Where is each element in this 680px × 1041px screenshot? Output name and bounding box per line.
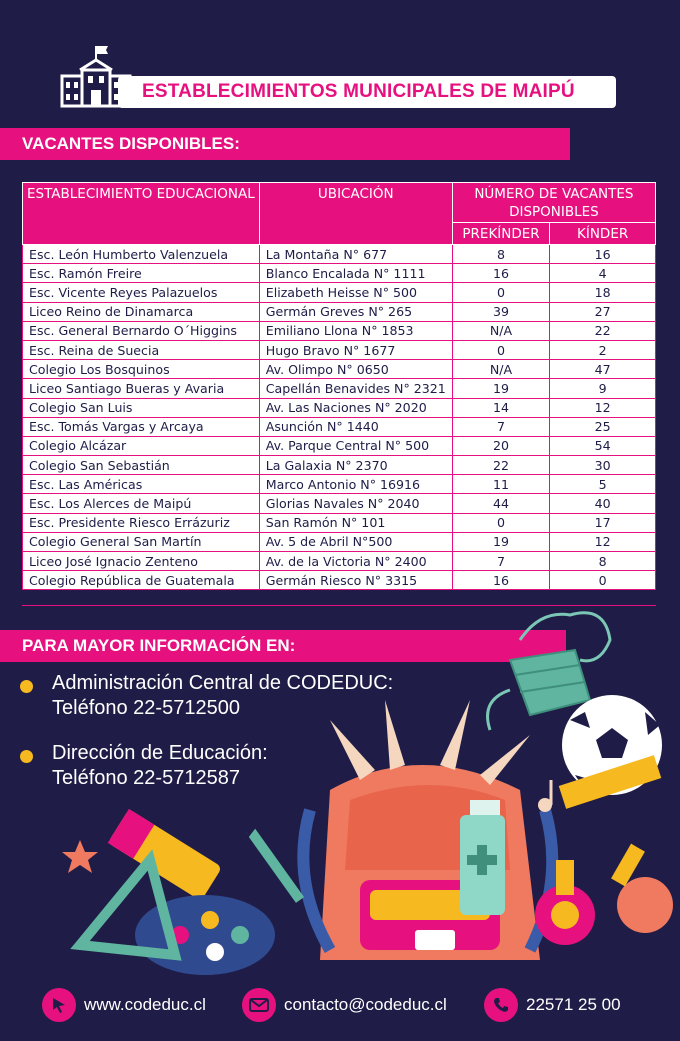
table-row — [23, 340, 656, 359]
website-link[interactable]: www.codeduc.cl — [84, 995, 206, 1014]
cell-prekinder: 44 — [452, 494, 549, 513]
cell-prekinder: 16 — [452, 264, 549, 283]
col-header-ubicacion: UBICACIÓN — [259, 183, 452, 245]
cell-ubicacion: Germán Riesco N° 3315 — [259, 571, 452, 590]
cell-establecimiento: Colegio República de Guatemala — [23, 571, 260, 590]
cursor-icon — [42, 988, 76, 1022]
cell-establecimiento: Colegio Los Bosquinos — [23, 360, 260, 379]
header-banner — [118, 76, 616, 108]
footer-phone[interactable] — [484, 988, 621, 1022]
music-note-icon — [538, 780, 552, 812]
table-row — [23, 456, 656, 475]
table-row — [23, 245, 656, 264]
cell-kinder: 27 — [550, 302, 656, 321]
email-link[interactable]: contacto@codeduc.cl — [284, 995, 447, 1014]
cell-establecimiento: Colegio Alcázar — [23, 436, 260, 455]
footer-website[interactable] — [42, 988, 206, 1022]
cell-ubicacion: La Montaña N° 677 — [259, 245, 452, 264]
cell-prekinder: 7 — [452, 552, 549, 571]
cell-establecimiento: Esc. Tomás Vargas y Arcaya — [23, 417, 260, 436]
cell-ubicacion: Glorias Navales N° 2040 — [259, 494, 452, 513]
cell-prekinder: 14 — [452, 398, 549, 417]
cell-ubicacion: Germán Greves N° 265 — [259, 302, 452, 321]
vacantes-section-title: VACANTES DISPONIBLES: — [0, 128, 570, 160]
cell-prekinder: 19 — [452, 379, 549, 398]
cell-prekinder: 0 — [452, 283, 549, 302]
cell-prekinder: 22 — [452, 456, 549, 475]
cell-kinder: 18 — [550, 283, 656, 302]
info-section-title: PARA MAYOR INFORMACIÓN EN: — [0, 630, 566, 662]
info-item-name: Administración Central de CODEDUC: — [52, 672, 394, 694]
col-header-prekinder: PREKÍNDER — [452, 223, 549, 245]
cell-establecimiento: Esc. Presidente Riesco Errázuriz — [23, 513, 260, 532]
cell-kinder: 47 — [550, 360, 656, 379]
cell-prekinder: 39 — [452, 302, 549, 321]
star-icon — [62, 840, 98, 873]
cell-ubicacion: Av. Las Naciones N° 2020 — [259, 398, 452, 417]
table-row — [23, 321, 656, 340]
cell-kinder: 9 — [550, 379, 656, 398]
cell-establecimiento: Colegio San Luis — [23, 398, 260, 417]
cell-establecimiento: Liceo José Ignacio Zenteno — [23, 552, 260, 571]
col-header-establecimiento: ESTABLECIMIENTO EDUCACIONAL — [23, 183, 260, 245]
cell-prekinder: 19 — [452, 532, 549, 551]
table-row — [23, 398, 656, 417]
cell-ubicacion: Hugo Bravo N° 1677 — [259, 340, 452, 359]
table-row — [23, 417, 656, 436]
cell-kinder: 8 — [550, 552, 656, 571]
cell-ubicacion: Av. de la Victoria N° 2400 — [259, 552, 452, 571]
cell-kinder: 30 — [550, 456, 656, 475]
cell-prekinder: 7 — [452, 417, 549, 436]
cell-kinder: 22 — [550, 321, 656, 340]
cell-kinder: 12 — [550, 532, 656, 551]
cell-prekinder: 16 — [452, 571, 549, 590]
page-title: ESTABLECIMIENTOS MUNICIPALES DE MAIPÚ — [142, 81, 575, 102]
cell-kinder: 2 — [550, 340, 656, 359]
table-row — [23, 552, 656, 571]
cell-establecimiento: Esc. Reina de Suecia — [23, 340, 260, 359]
cell-kinder: 54 — [550, 436, 656, 455]
cell-prekinder: 8 — [452, 245, 549, 264]
table-row — [23, 302, 656, 321]
cell-kinder: 40 — [550, 494, 656, 513]
cell-prekinder: 11 — [452, 475, 549, 494]
cell-ubicacion: San Ramón N° 101 — [259, 513, 452, 532]
table-row — [23, 283, 656, 302]
cell-establecimiento: Esc. Las Américas — [23, 475, 260, 494]
table-row — [23, 532, 656, 551]
table-row — [23, 475, 656, 494]
table-row — [23, 379, 656, 398]
phone-number[interactable]: 22571 25 00 — [526, 995, 621, 1014]
cell-establecimiento: Esc. General Bernardo O´Higgins — [23, 321, 260, 340]
phone-icon — [484, 988, 518, 1022]
cell-ubicacion: Blanco Encalada N° 1111 — [259, 264, 452, 283]
cell-prekinder: N/A — [452, 360, 549, 379]
cell-ubicacion: Av. 5 de Abril N°500 — [259, 532, 452, 551]
info-item-name: Dirección de Educación: — [52, 742, 268, 764]
mail-icon — [242, 988, 276, 1022]
col-header-vacantes: NÚMERO DE VACANTES DISPONIBLES — [452, 183, 655, 223]
backpack-icon — [303, 700, 552, 960]
table-row — [23, 436, 656, 455]
cell-establecimiento: Esc. Ramón Freire — [23, 264, 260, 283]
cell-ubicacion: Asunción N° 1440 — [259, 417, 452, 436]
vacancies-table — [22, 182, 656, 590]
footer-email[interactable] — [242, 988, 447, 1022]
cell-kinder: 0 — [550, 571, 656, 590]
cell-prekinder: N/A — [452, 321, 549, 340]
cell-kinder: 4 — [550, 264, 656, 283]
cell-establecimiento: Liceo Reino de Dinamarca — [23, 302, 260, 321]
table-row — [23, 513, 656, 532]
cell-kinder: 5 — [550, 475, 656, 494]
cell-establecimiento: Colegio San Sebastián — [23, 456, 260, 475]
cell-ubicacion: Marco Antonio N° 16916 — [259, 475, 452, 494]
cell-kinder: 12 — [550, 398, 656, 417]
cell-kinder: 25 — [550, 417, 656, 436]
cell-prekinder: 20 — [452, 436, 549, 455]
cell-kinder: 17 — [550, 513, 656, 532]
cell-establecimiento: Esc. León Humberto Valenzuela — [23, 245, 260, 264]
cell-kinder: 16 — [550, 245, 656, 264]
cell-ubicacion: Elizabeth Heisse N° 500 — [259, 283, 452, 302]
cell-establecimiento: Liceo Santiago Bueras y Avaria — [23, 379, 260, 398]
cell-establecimiento: Colegio General San Martín — [23, 532, 260, 551]
table-row — [23, 264, 656, 283]
col-header-kinder: KÍNDER — [550, 223, 656, 245]
info-item-phone: Teléfono 22-5712500 — [52, 697, 240, 719]
cell-establecimiento: Esc. Los Alerces de Maipú — [23, 494, 260, 513]
cell-ubicacion: Av. Parque Central N° 500 — [259, 436, 452, 455]
cell-ubicacion: Capellán Benavides N° 2321 — [259, 379, 452, 398]
cell-ubicacion: La Galaxia N° 2370 — [259, 456, 452, 475]
cell-establecimiento: Esc. Vicente Reyes Palazuelos — [23, 283, 260, 302]
cell-ubicacion: Av. Olimpo N° 0650 — [259, 360, 452, 379]
table-row — [23, 494, 656, 513]
info-item-phone: Teléfono 22-5712587 — [52, 767, 240, 789]
table-row — [23, 571, 656, 590]
paint-palette-icon — [135, 895, 275, 975]
cell-prekinder: 0 — [452, 340, 549, 359]
school-supplies-illustration — [0, 600, 680, 980]
table-row — [23, 360, 656, 379]
paintbrush-icon — [240, 815, 300, 900]
cell-prekinder: 0 — [452, 513, 549, 532]
cell-ubicacion: Emiliano Llona N° 1853 — [259, 321, 452, 340]
sanitizer-bottle-icon — [460, 800, 505, 915]
